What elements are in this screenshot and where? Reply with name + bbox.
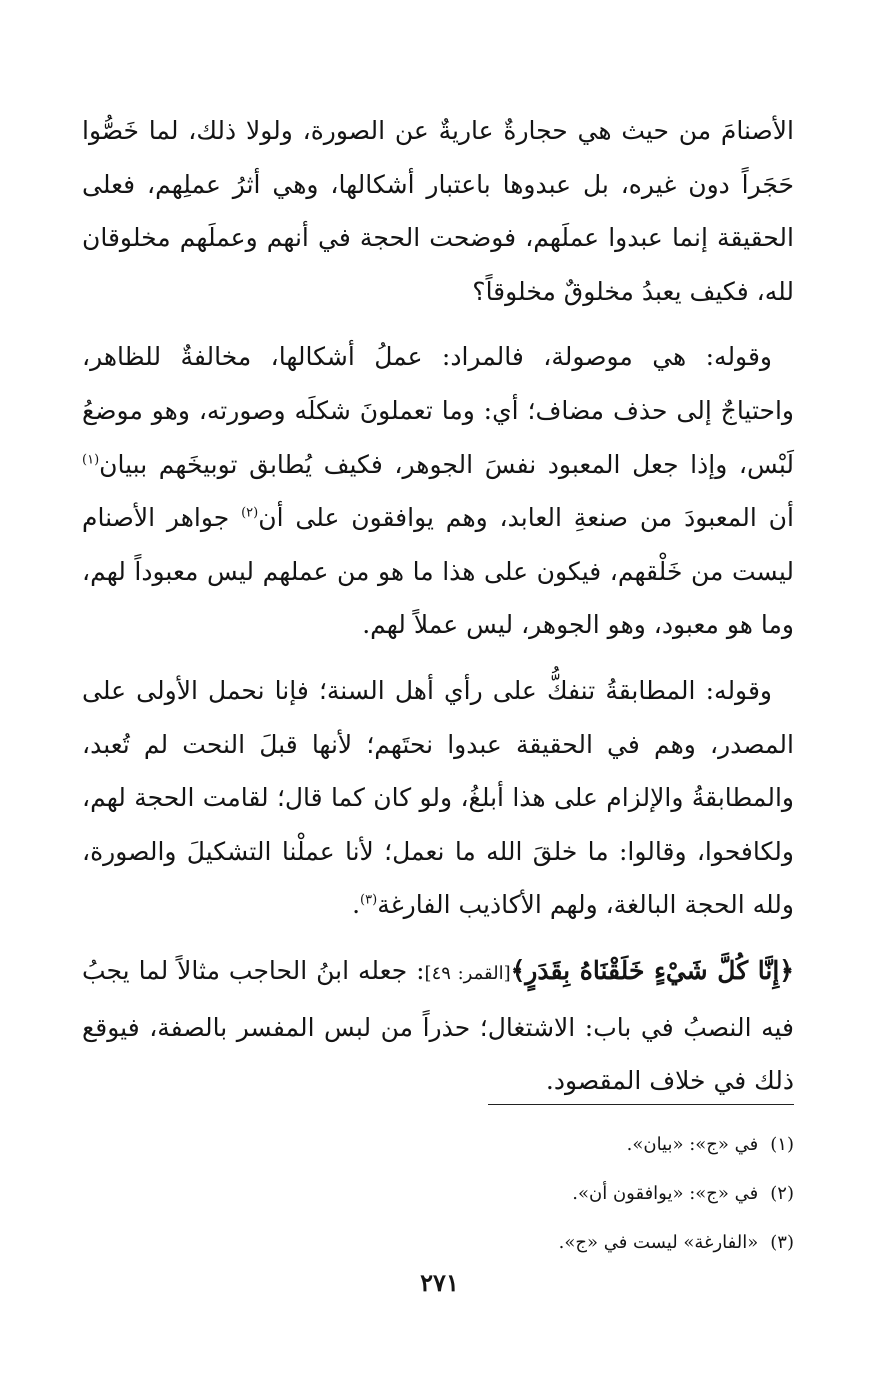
- footnote-1-number: (١): [770, 1134, 794, 1155]
- footnote-ref-3[interactable]: (٣): [360, 892, 378, 908]
- paragraph-4: [82, 944, 794, 1108]
- footnote-separator: [488, 1104, 794, 1105]
- paragraph-2-text-a: وقوله: هي موصولة، فالمراد: عملُ أشكالها، مخالفةٌ للظاهر، واحتياجٌ إلى حذف مضاف؛ أي: وما تعملونَ شكلَه وصورته، وهو موضعُ لَبْس، وإذا جعل المعبود نفسَ الجوهر، فكيف يُطابق توبيخَهم ببيان: [82, 342, 794, 479]
- page-number: ٢٧١: [420, 1268, 459, 1297]
- quran-verse: ﴿إِنَّا كُلَّ شَيْءٍ خَلَقْنَاهُ بِقَدَرٍ﴾: [510, 955, 794, 985]
- paragraph-3: [82, 664, 794, 932]
- footnote-ref-2[interactable]: (٢): [241, 505, 259, 521]
- footnote-ref-1[interactable]: (١): [82, 452, 100, 468]
- main-text: [82, 104, 794, 1120]
- footnote-2: [294, 1169, 794, 1218]
- footnote-3: [294, 1218, 794, 1267]
- paragraph-2-text-c: جواهر الأصنام ليست من خَلْقهم، فيكون على هذا ما هو من عملهم ليس معبوداً لهم، وما هو معبود، وهو الجوهر، ليس عملاً لهم.: [82, 503, 794, 640]
- verse-citation: [القمر: ٤٩]: [424, 962, 511, 984]
- paragraph-1-text: الأصنامَ من حيث هي حجارةٌ عاريةٌ عن الصورة، ولولا ذلك، لما خَصُّوا حَجَراً دون غيره، بل عبدوها باعتبار أشكالها، وهي أثرُ عملِهم، فعلى الحقيقة إنما عبدوا عملَهم، فوضحت الحجة في أنهم وعملَهم مخلوقان لله، فكيف يعبدُ مخلوقٌ مخلوقاً؟: [82, 116, 794, 306]
- footnote-1: [294, 1120, 794, 1169]
- footnote-3-text: «الفارغة» ليست في «ج».: [558, 1232, 759, 1253]
- paragraph-2-text-b: أن المعبودَ من صنعةِ العابد، وهم يوافقون على أن: [258, 503, 794, 533]
- paragraph-1: [82, 104, 794, 318]
- paragraph-2: [82, 330, 794, 652]
- paragraph-3-text-b: .: [352, 890, 361, 920]
- footnote-2-text: في «ج»: «يوافقون أن».: [572, 1183, 759, 1204]
- paragraph-3-text-a: وقوله: المطابقةُ تنفكُّ على رأي أهل السنة؛ فإنا نحمل الأولى على المصدر، وهم في الحقيقة عبدوا نحتَهم؛ لأنها قبلَ النحت لم تُعبد، والمطابقةُ والإلزام على هذا أبلغُ، ولو كان كما قال؛ لقامت الحجة لهم، ولكافحوا، وقالوا: ما خلقَ الله ما نعمل؛ لأنا عملْنا التشكيلَ والصورة، ولله الحجة البالغة، ولهم الأكاذيب الفارغة: [82, 675, 794, 920]
- paragraph-4-text: : جعله ابنُ الحاجب مثالاً لما يجبُ فيه النصبُ في باب: الاشتغال؛ حذراً من لبس المفسر بالصفة، فيوقع ذلك في خلاف المقصود.: [82, 955, 794, 1096]
- footnote-2-number: (٢): [770, 1183, 794, 1204]
- footnotes: [294, 1120, 794, 1267]
- footnote-1-text: في «ج»: «بيان».: [626, 1134, 759, 1155]
- footnote-3-number: (٣): [770, 1232, 794, 1253]
